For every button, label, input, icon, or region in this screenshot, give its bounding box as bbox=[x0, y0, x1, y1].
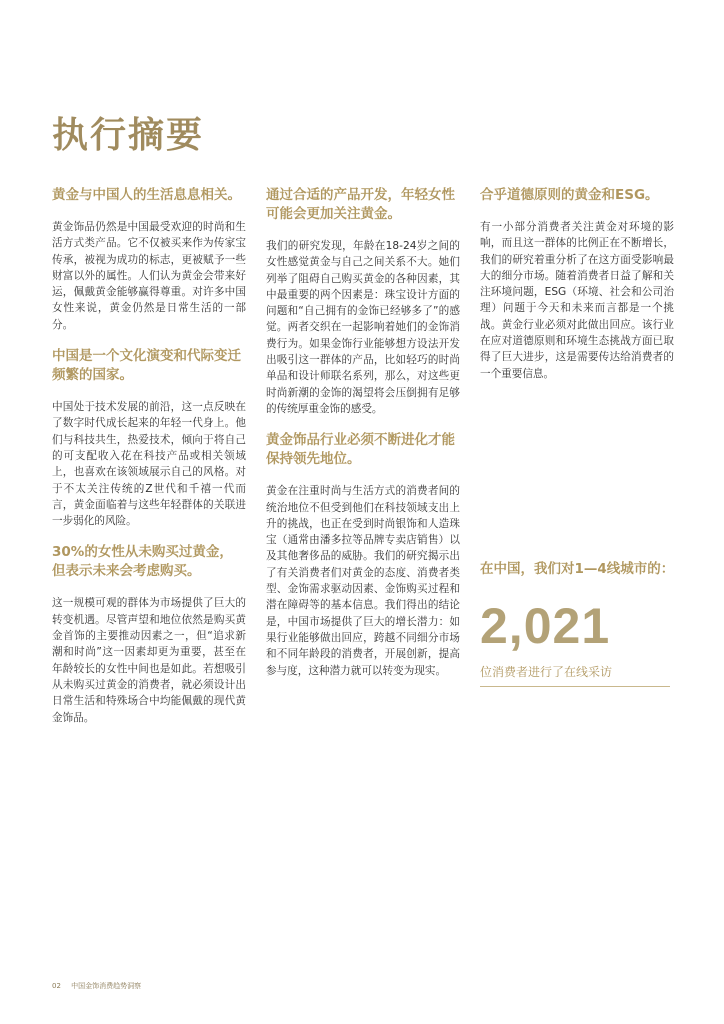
survey-stat-callout bbox=[480, 560, 680, 687]
stat-heading: 在中国，我们对1—4线城市的： bbox=[480, 561, 675, 577]
section-body-cultural-change: 中国处于技术发展的前沿，这一点反映在了数字时代成长起来的年轻一代身上。他们与科技共生，热爱技术，倾向于将自己的可支配收入花在科技产品或相关领域上，也喜欢在该领域展示自己的风格。对于不太关注传统的Z世代和千禧一代而言，黄金面临着与这些年轻群体的关联进一步弱化的风险。 bbox=[52, 401, 246, 528]
section-heading-esg: 合乎道德原则的黄金和ESG。 bbox=[480, 187, 659, 203]
section-heading-non-buyers: 30%的女性从未购买过黄金，但表示未来会考虑购买。 bbox=[52, 544, 233, 580]
section-heading-young-women: 通过合适的产品开发，年轻女性可能会更加关注黄金。 bbox=[266, 187, 455, 222]
column-left bbox=[52, 186, 246, 740]
section-body-industry-evolve: 黄金在注重时尚与生活方式的消费者间的统治地位不但受到他们在科技领域支出上升的挑战，也正在受到时尚银饰和人造珠宝（通常由潘多拉等品牌专卖店销售）以及其他奢侈品的威胁。我们的研究揭示出了有关消费者们对黄金的态度、消费者类型、金饰需求驱动因素、金饰购买过程和潜在障碍等的基本信息。我们得出的结论是，中国市场提供了巨大的增长潜力：如果行业能够做出回应，跨越不同细分市场和不同年龄段的消费者，开展创新，提高参与度，这种潜力就可以转变为现实。 bbox=[266, 485, 460, 677]
section-body-gold-life: 黄金饰品仍然是中国最受欢迎的时尚和生活方式类产品。它不仅被买来作为传家宝传承，被视为成功的标志，更被赋予一些财富以外的属性。人们认为黄金会带来好运，佩戴黄金能够赢得尊重。对许多中国女性来说，黄金仍然是日常生活的一部分。 bbox=[52, 221, 246, 331]
report-title: 中国金饰消费趋势洞察 bbox=[71, 982, 142, 990]
page-number: 02 bbox=[52, 982, 61, 990]
section-heading-gold-life: 黄金与中国人的生活息息相关。 bbox=[52, 187, 241, 203]
section-body-young-women: 我们的研究发现，年龄在18-24岁之间的女性感觉黄金与自己之间关系不大。她们列举了阻碍自己购买黄金的各种因素，其中最重要的两个因素是：珠宝设计方面的问题和“自己拥有的金饰已经够多了”的感觉。两者交织在一起影响着她们的金饰消费行为。如果金饰行业能够想方设法开发出吸引这一群体的产品，比如轻巧的时尚单品和设计师联名系列，那么，对这些更时尚新潮的金饰的渴望将会压倒拥有足够的传统厚重金饰的感受。 bbox=[266, 240, 460, 415]
section-body-esg: 有一小部分消费者关注黄金对环境的影响，而且这一群体的比例正在不断增长，我们的研究着重分析了在这方面受影响最大的细分市场。随着消费者日益了解和关注环境问题，ESG（环境、社会和公司治理）问题于今天和未来而言都是一个挑战。黄金行业必须对此做出回应。该行业在应对道德原则和环境生态挑战方面已取得了巨大进步，这是需要传达给消费者的一个重要信息。 bbox=[480, 221, 674, 380]
page-footer bbox=[52, 981, 141, 991]
section-heading-industry-evolve: 黄金饰品行业必须不断进化才能保持领先地位。 bbox=[266, 432, 455, 468]
column-right bbox=[480, 186, 674, 396]
stat-number: 2,021 bbox=[480, 598, 611, 654]
page-title: 执行摘要 bbox=[52, 115, 205, 157]
section-body-non-buyers: 这一规模可观的群体为市场提供了巨大的转变机遇。尽管声望和地位依然是购买黄金首饰的主要推动因素之一，但“追求新潮和时尚”这一因素却更为重要，甚至在年龄较长的女性中间也是如此。若想吸引从未购买过黄金的消费者，就必须设计出日常生活和特殊场合中均能佩戴的现代黄金饰品。 bbox=[52, 597, 246, 724]
stat-caption: 位消费者进行了在线采访 bbox=[480, 663, 670, 687]
section-heading-cultural-change: 中国是一个文化演变和代际变迁频繁的国家。 bbox=[52, 348, 241, 384]
column-middle bbox=[266, 186, 460, 693]
